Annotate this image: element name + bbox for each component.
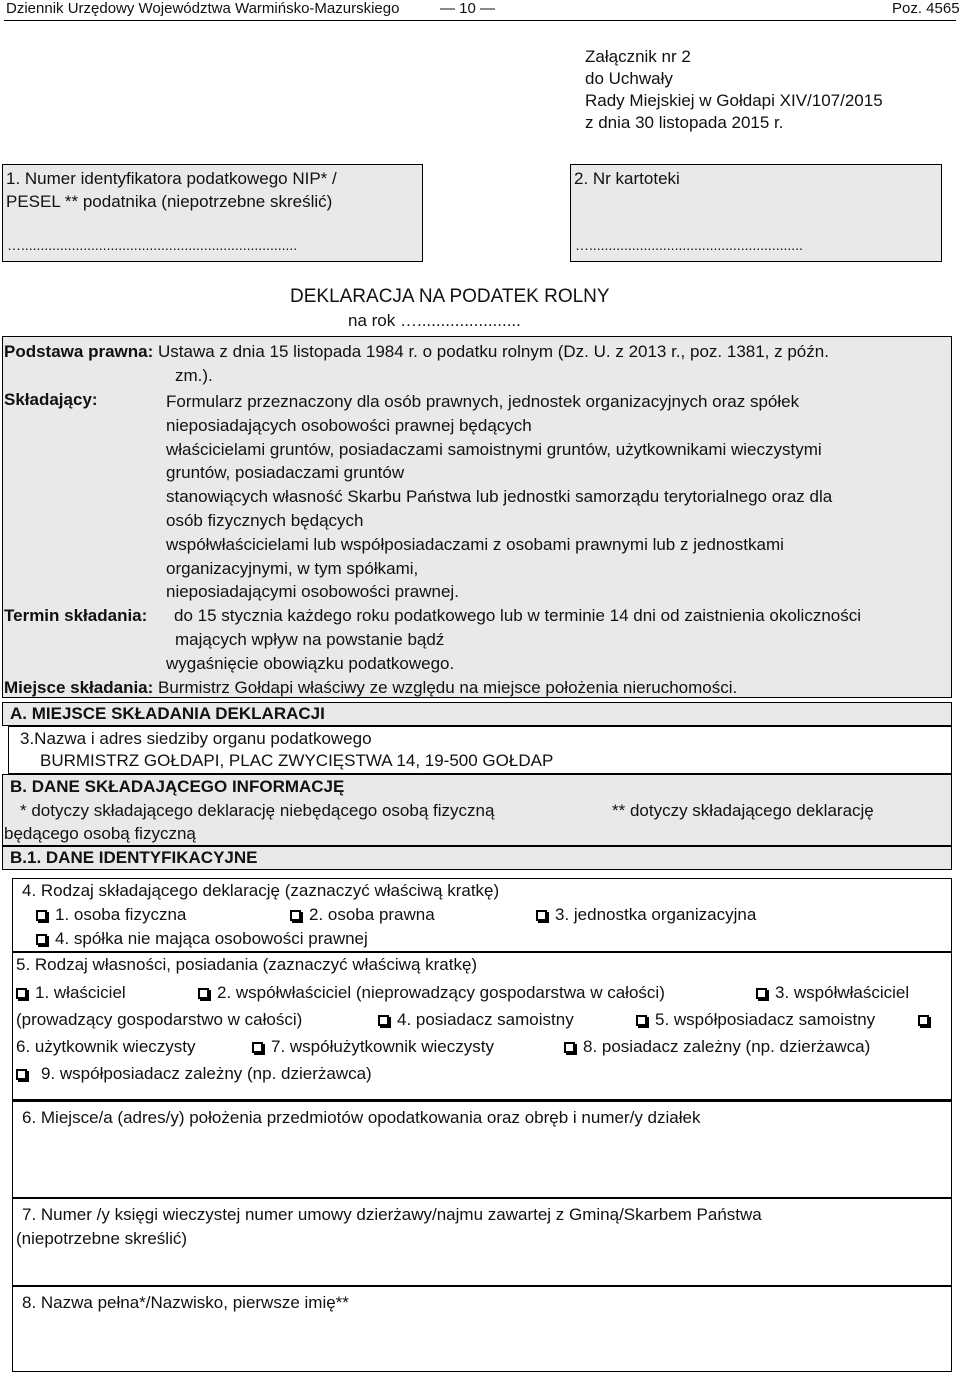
field-7-label: 7. Numer /y księgi wieczystej numer umowy dzierżawy/najmu zawartej z Gminą/Skarbem Państwa — [22, 1205, 762, 1224]
checkbox-icon[interactable] — [16, 988, 27, 999]
option-osoba-prawna[interactable] — [290, 905, 435, 925]
tax-office-value: BURMISTRZ GOŁDAPI, PLAC ZWYCIĘSTWA 14, 19-500 GOŁDAP — [40, 751, 554, 770]
checkbox-icon[interactable] — [536, 910, 547, 921]
option-label: 6. użytkownik wieczysty — [16, 1037, 196, 1056]
field-4-label: 4. Rodzaj składającego deklarację (zaznaczyć właściwą kratkę) — [22, 881, 500, 900]
year-field[interactable]: na rok …...................... — [348, 311, 521, 330]
filer-line: stanowiących własność Skarbu Państwa lub jednostki samorządu terytorialnego oraz dla — [166, 487, 833, 507]
option-spolka[interactable] — [36, 929, 368, 949]
nip-dots: …....................................................................... — [7, 237, 298, 253]
option-label: 4. posiadacz samoistny — [397, 1010, 574, 1029]
option-label: 1. właściciel — [35, 983, 126, 1002]
page-number: — 10 — — [440, 0, 496, 17]
section-b-title: B. DANE SKŁADAJĄCEGO INFORMACJĘ — [10, 777, 345, 796]
note-double-star-cont: będącego osobą fizyczną — [4, 824, 196, 843]
option-osoba-fizyczna[interactable] — [36, 905, 186, 925]
legal-basis — [4, 342, 829, 362]
checkbox-icon[interactable] — [36, 934, 47, 945]
place-label: Miejsce składania: — [4, 678, 154, 697]
legal-basis-text: Ustawa z dnia 15 listopada 1984 r. o podatku rolnym (Dz. U. z 2013 r., poz. 1381, z późn. — [158, 342, 829, 361]
field-8-label: 8. Nazwa pełna*/Nazwisko, pierwsze imię** — [22, 1293, 349, 1312]
declaration-title: DEKLARACJA NA PODATEK ROLNY — [290, 286, 610, 307]
option-wspolwlasciciel-prowadzacy[interactable] — [756, 983, 909, 1003]
checkbox-icon[interactable] — [290, 910, 301, 921]
deadline-label: Termin składania: — [4, 606, 148, 625]
option-label: 4. spółka nie mająca osobowości prawnej — [55, 929, 368, 948]
field-7-label-cont: (niepotrzebne skreślić) — [16, 1229, 188, 1248]
checkbox-icon[interactable] — [198, 988, 209, 999]
filer-line: nieposiadających osobowości prawnej będących — [166, 415, 532, 435]
deadline-line: wygaśnięcie obowiązku podatkowego. — [166, 654, 455, 673]
option-uzytkownik-wieczysty-checkbox[interactable] — [918, 1010, 937, 1030]
checkbox-icon[interactable] — [756, 988, 767, 999]
section-b1-title: B.1. DANE IDENTYFIKACYJNE — [10, 848, 258, 867]
option-label: 2. osoba prawna — [309, 905, 435, 924]
option-label: 3. współwłaściciel — [775, 983, 910, 1002]
annex-line: do Uchwały — [585, 69, 673, 88]
checkbox-icon[interactable] — [36, 910, 47, 921]
checkbox-icon[interactable] — [252, 1042, 263, 1053]
annex-block — [585, 46, 883, 134]
option-jednostka-organizacyjna[interactable] — [536, 905, 756, 925]
annex-line: z dnia 30 listopada 2015 r. — [585, 113, 784, 132]
filer-text — [166, 390, 832, 604]
place — [4, 678, 737, 698]
section-a-title: A. MIEJSCE SKŁADANIA DEKLARACJI — [10, 704, 325, 723]
filer-line: gruntów, posiadaczami gruntów — [166, 463, 405, 483]
option-posiadacz-samoistny[interactable] — [378, 1010, 574, 1030]
legal-basis-label: Podstawa prawna: — [4, 342, 154, 361]
option-wlasciciel[interactable] — [16, 983, 126, 1003]
option-label: 9. współposiadacz zależny (np. dzierżawca) — [41, 1064, 372, 1083]
tax-office-label: 3.Nazwa i adres siedziby organu podatkowego — [20, 729, 372, 748]
legal-basis-cont: zm.). — [175, 366, 213, 385]
note-star: * dotyczy składającego deklarację niebędącego osobą fizyczną — [20, 801, 495, 820]
option-wspoluzytkownik-wieczysty[interactable] — [252, 1037, 494, 1057]
checkbox-icon[interactable] — [636, 1015, 647, 1026]
deadline-line: mających wpływ na powstanie bądź — [175, 630, 445, 649]
option-label: 8. posiadacz zależny (np. dzierżawca) — [583, 1037, 871, 1056]
option-wspolposiadacz-zalezny[interactable] — [16, 1064, 372, 1084]
filer-line: nieposiadającymi osobowości prawnej. — [166, 582, 459, 602]
field-5-label: 5. Rodzaj własności, posiadania (zaznaczyć właściwą kratkę) — [16, 955, 478, 974]
kartoteka-field[interactable] — [570, 164, 942, 262]
nip-label-line: 1. Numer identyfikatora podatkowego NIP* / — [6, 169, 337, 188]
filer-line: współwłaścicielami lub współposiadaczami z osobami prawnymi lub z jednostkami — [166, 534, 784, 554]
position-number: Poz. 4565 — [892, 0, 960, 17]
annex-line: Załącznik nr 2 — [585, 47, 691, 66]
kartoteka-dots: …....................................................... — [575, 237, 803, 253]
kartoteka-label: 2. Nr kartoteki — [574, 169, 680, 188]
option-label: 2. współwłaściciel (nieprowadzący gospodarstwa w całości) — [217, 983, 665, 1002]
deadline-line: do 15 stycznia każdego roku podatkowego lub w terminie 14 dni od zaistnienia okoliczności — [174, 606, 862, 625]
filer-line: osób fizycznych będących — [166, 510, 364, 530]
option-label-cont: (prowadzący gospodarstwo w całości) — [16, 1010, 303, 1029]
filer-line: Formularz przeznaczony dla osób prawnych, jednostek organizacyjnych oraz spółek — [166, 392, 800, 411]
checkbox-icon[interactable] — [918, 1015, 929, 1026]
journal-name: Dziennik Urzędowy Województwa Warmińsko-Mazurskiego — [6, 0, 400, 17]
field-6-label: 6. Miejsce/a (adres/y) położenia przedmiotów opodatkowania oraz obręb i numer/y działek — [22, 1108, 701, 1127]
checkbox-icon[interactable] — [378, 1015, 389, 1026]
option-posiadacz-zalezny[interactable] — [564, 1037, 870, 1057]
place-text: Burmistrz Gołdapi właściwy ze względu na miejsce położenia nieruchomości. — [158, 678, 738, 697]
filer-label: Składający: — [4, 390, 98, 409]
checkbox-icon[interactable] — [16, 1069, 27, 1080]
option-label: 5. współposiadacz samoistny — [655, 1010, 876, 1029]
annex-line: Rady Miejskiej w Gołdapi XIV/107/2015 — [585, 91, 883, 110]
nip-label-line: PESEL ** podatnika (niepotrzebne skreślić) — [6, 192, 333, 211]
header-rule — [4, 20, 956, 21]
checkbox-icon[interactable] — [564, 1042, 575, 1053]
option-wspolwlasciciel-nieprowadzacy[interactable] — [198, 983, 665, 1003]
option-label: 3. jednostka organizacyjna — [555, 905, 757, 924]
nip-field[interactable] — [2, 164, 423, 262]
filer-line: organizacyjnymi, w tym spółkami, — [166, 558, 419, 578]
option-label: 7. współużytkownik wieczysty — [271, 1037, 494, 1056]
note-double-star: ** dotyczy składającego deklarację — [612, 801, 874, 820]
option-label: 1. osoba fizyczna — [55, 905, 187, 924]
option-wspolposiadacz-samoistny[interactable] — [636, 1010, 875, 1030]
filer-line: właścicielami gruntów, posiadaczami samoistnymi gruntów, użytkownikami wieczystymi — [166, 439, 822, 459]
